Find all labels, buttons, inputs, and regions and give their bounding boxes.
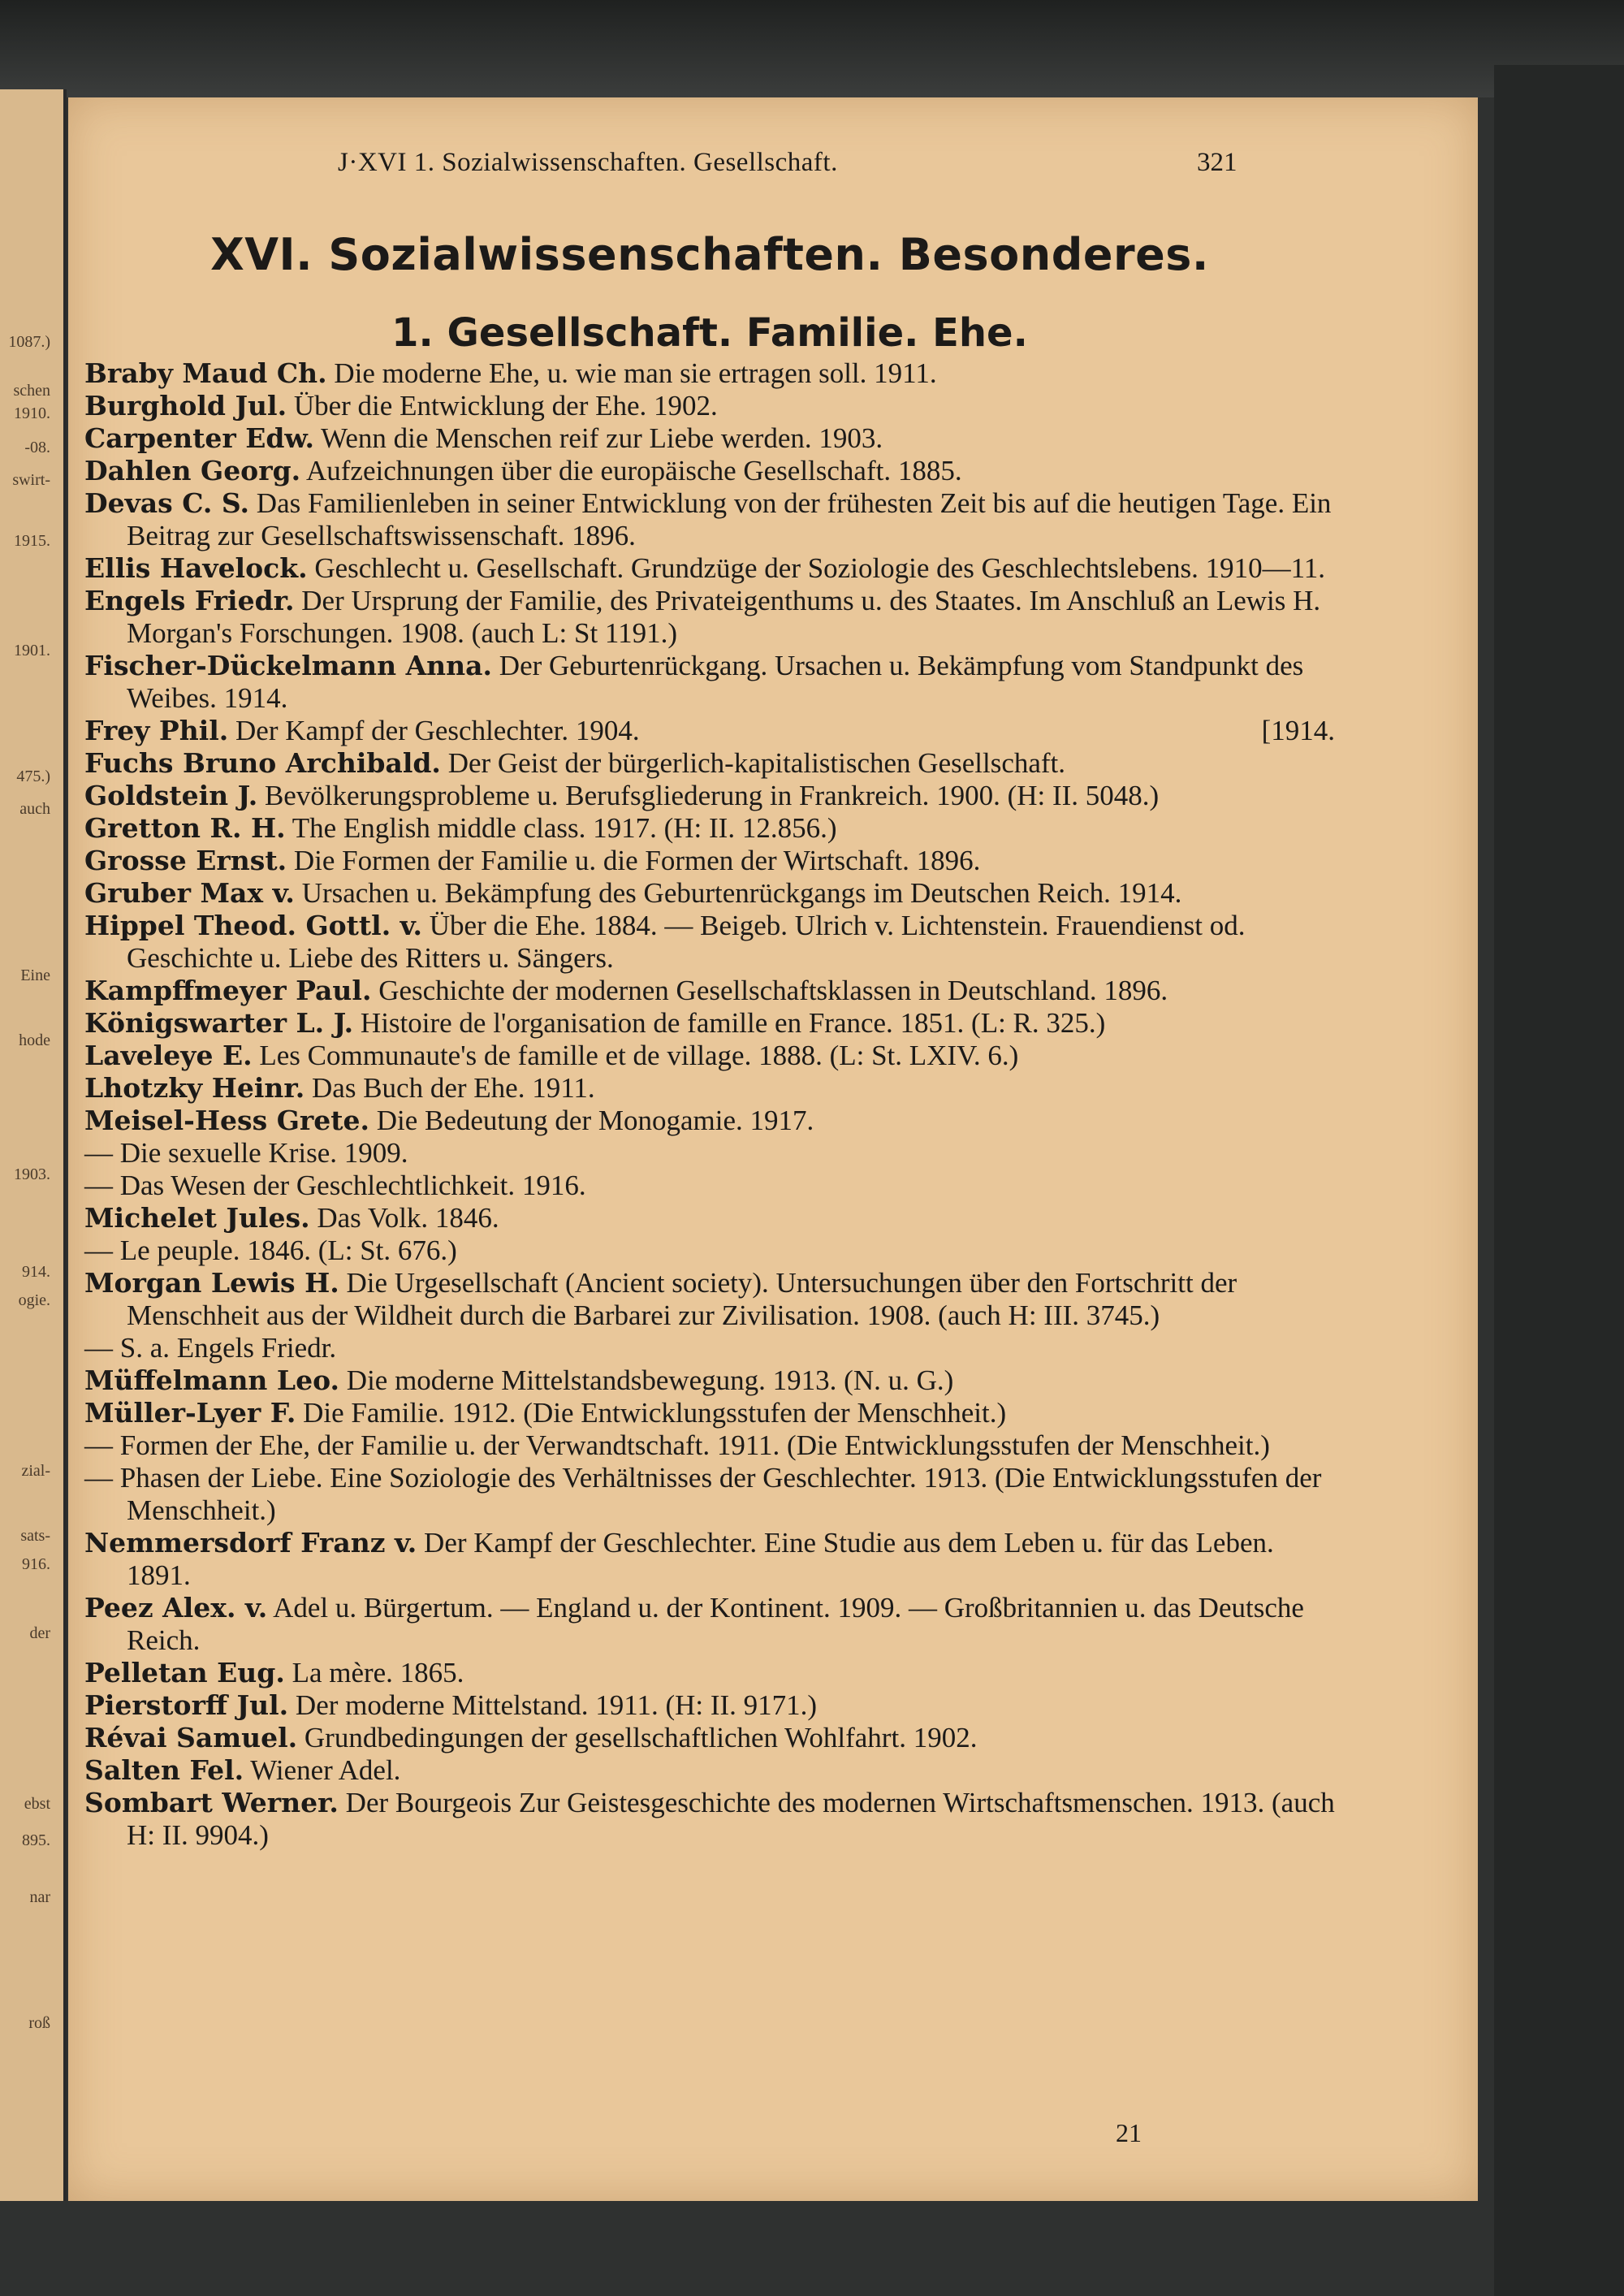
entry-text: Die moderne Mittelstandsbewegung. 1913. (N. u. G.) [339,1364,954,1396]
bibliography-entry [84,357,1335,390]
facing-page-fragment: schen [13,382,50,400]
bibliography-entry [84,552,1335,585]
bibliography-entry [84,845,1335,877]
bibliography-entry [84,1364,1335,1397]
bibliography-entry [84,585,1335,650]
entry-text: Les Communaute's de famille et de village. 1888. (L: St. LXIV. 6.) [252,1040,1019,1071]
signature-mark: 21 [1116,2118,1142,2147]
bibliography-entry [84,1332,1335,1364]
entry-text: La mère. 1865. [284,1657,464,1688]
book-cover-top [0,0,1624,97]
bibliography-entry [84,1267,1335,1332]
entry-text: Geschlecht u. Gesellschaft. Grundzüge der Soziologie des Geschlechtslebens. 1910—11. [307,552,1326,584]
entry-text: Das Buch der Ehe. 1911. [304,1072,595,1104]
facing-page-fragment: auch [19,800,50,818]
entry-text: Die Urgesellschaft (Ancient society). Untersuchungen über den Fortschritt der Menschheit aus der Wildheit durch die Barbarei zur Zivilisation. 1908. (auch H: III. 3745.) [127,1267,1237,1331]
facing-page-fragment: hode [19,1031,50,1049]
bibliography-entry [84,1072,1335,1105]
bibliography-entry [84,1137,1335,1170]
facing-page-fragment: nar [29,1888,50,1906]
entry-text: Der moderne Mittelstand. 1911. (H: II. 9171.) [288,1689,818,1721]
entry-author: Michelet Jules. [84,1202,310,1234]
entry-author: Devas C. S. [84,487,250,519]
entry-text: Der Kampf der Geschlechter. Eine Studie aus dem Leben u. für das Leben. 1891. [127,1527,1274,1591]
section-title: 1. Gesellschaft. Familie. Ehe. [391,310,1028,356]
facing-page-fragment: -08. [24,439,50,456]
bibliography-entry [84,1202,1335,1234]
facing-page-fragment: ebst [24,1795,50,1813]
entry-author: Pelletan Eug. [84,1657,285,1688]
entry-author: Lhotzky Heinr. [84,1072,305,1104]
entry-text: Der Geist der bürgerlich-kapitalistischen Gesellschaft. [440,747,1066,779]
facing-page-fragment: swirt- [12,471,50,489]
facing-page-fragment: Eine [20,966,50,984]
bibliography-entry [84,747,1335,780]
entry-text: Das Volk. 1846. [309,1202,499,1234]
bibliography-entry [84,1527,1335,1592]
running-head-title: J·XVI 1. Sozialwissenschaften. Gesellschaft. [338,148,838,177]
entry-text: Über die Entwicklung der Ehe. 1902. [287,390,718,422]
entry-text: — Formen der Ehe, der Familie u. der Verwandtschaft. 1911. (Die Entwicklungsstufen der Menschheit.) [84,1429,1270,1461]
entry-text: — Le peuple. 1846. (L: St. 676.) [84,1234,457,1266]
book-page [68,97,1478,2201]
bibliography-entry [84,975,1335,1007]
entry-author: Meisel-Hess Grete. [84,1105,369,1136]
entry-author: Grosse Ernst. [84,845,287,876]
bibliography-entry [84,715,1335,747]
bibliography-entry [84,422,1335,455]
entry-author: Révai Samuel. [84,1722,298,1753]
entry-author: Braby Maud Ch. [84,357,327,389]
entry-author: Burghold Jul. [84,390,287,422]
facing-page-fragment: 1903. [14,1165,50,1183]
entry-text: Der Kampf der Geschlechter. 1904. [228,715,640,746]
entry-author: Dahlen Georg. [84,455,301,486]
facing-page-fragment: zial- [21,1462,50,1480]
bibliography-entry [84,780,1335,812]
bibliography-entry [84,455,1335,487]
bibliography-entry [84,1462,1335,1527]
bibliography-entry [84,1787,1335,1852]
running-head [68,148,1478,184]
book-cover-right [1494,65,1624,2296]
entry-text: Bevölkerungsprobleme u. Berufsgliederung in Frankreich. 1900. (H: II. 5048.) [257,780,1160,811]
entry-author: Hippel Theod. Gottl. v. [84,910,423,941]
entry-text: — Die sexuelle Krise. 1909. [84,1137,408,1169]
entry-author: Müller-Lyer F. [84,1397,296,1429]
bibliography-entry [84,390,1335,422]
entry-author: Müffelmann Leo. [84,1364,340,1396]
entry-text: The English middle class. 1917. (H: II. 12.856.) [285,812,837,844]
bibliography-list [84,357,1335,1852]
entry-author: Morgan Lewis H. [84,1267,339,1299]
entry-author: Sombart Werner. [84,1787,339,1818]
entry-author: Gretton R. H. [84,812,286,844]
entry-author: Carpenter Edw. [84,422,315,454]
entry-text: Histoire de l'organisation de famille en France. 1851. (L: R. 325.) [353,1007,1106,1039]
entry-author: Gruber Max v. [84,877,295,909]
bibliography-entry [84,1657,1335,1689]
entry-carryover: [1914. [1261,715,1335,746]
entry-author: Fuchs Bruno Archibald. [84,747,441,779]
facing-page-fragment: sats- [20,1527,50,1545]
entry-author: Kampffmeyer Paul. [84,975,372,1006]
entry-author: Ellis Havelock. [84,552,308,584]
entry-author: Fischer-Dückelmann Anna. [84,650,493,681]
bibliography-entry [84,1689,1335,1722]
entry-author: Pierstorff Jul. [84,1689,289,1721]
facing-page-fragment: roß [28,2014,50,2032]
bibliography-entry [84,1397,1335,1429]
bibliography-entry [84,650,1335,715]
entry-text: Wiener Adel. [244,1754,401,1786]
facing-page-fragment: 916. [22,1555,50,1573]
facing-page-fragment: 1901. [14,642,50,659]
page-number: 321 [1197,148,1237,177]
bibliography-entry [84,910,1335,975]
bibliography-entry [84,877,1335,910]
entry-text: Die moderne Ehe, u. wie man sie ertragen soll. 1911. [326,357,937,389]
facing-page-fragment: der [29,1624,50,1642]
bibliography-entry [84,487,1335,552]
entry-text: — Phasen der Liebe. Eine Soziologie des Verhältnisses der Geschlechter. 1913. (Die Entwicklungsstufen der Menschheit.) [84,1462,1322,1526]
entry-text: Die Formen der Familie u. die Formen der Wirtschaft. 1896. [287,845,981,876]
entry-text: Die Bedeutung der Monogamie. 1917. [369,1105,814,1136]
facing-page-fragment: 914. [22,1263,50,1281]
bibliography-entry [84,1234,1335,1267]
entry-author: Frey Phil. [84,715,229,746]
bibliography-entry [84,1170,1335,1202]
entry-text: Adel u. Bürgertum. — England u. der Kontinent. 1909. — Großbritannien u. das Deutsche Reich. [127,1592,1304,1656]
bibliography-entry [84,1429,1335,1462]
entry-text: Über die Ehe. 1884. — Beigeb. Ulrich v. Lichtenstein. Frauendienst od. Geschichte u. Liebe des Ritters u. Sängers. [127,910,1246,974]
entry-text: Der Geburtenrückgang. Ursachen u. Bekämpfung vom Standpunkt des Weibes. 1914. [127,650,1304,714]
entry-text: Die Familie. 1912. (Die Entwicklungsstufen der Menschheit.) [296,1397,1007,1429]
facing-page-fragment: 1087.) [8,333,50,351]
entry-author: Peez Alex. v. [84,1592,268,1624]
entry-text: Geschichte der modernen Gesellschaftsklassen in Deutschland. 1896. [371,975,1168,1006]
entry-author: Nemmersdorf Franz v. [84,1527,417,1559]
entry-author: Königswarter L. J. [84,1007,354,1039]
entry-text: Der Ursprung der Familie, des Privateigenthums u. des Staates. Im Anschluß an Lewis H. Morgan's Forschungen. 1908. (auch L: St 1191.) [127,585,1321,649]
bibliography-entry [84,1105,1335,1137]
bibliography-entry [84,1754,1335,1787]
bibliography-entry [84,1722,1335,1754]
entry-author: Salten Fel. [84,1754,244,1786]
bibliography-entry [84,1007,1335,1040]
entry-text: Das Familienleben in seiner Entwicklung von der frühesten Zeit bis auf die heutigen Tage. Ein Beitrag zur Gesellschaftswissenschaft. 1896. [127,487,1332,551]
facing-page-fragment: 475.) [16,767,50,785]
entry-text: Der Bourgeois Zur Geistesgeschichte des modernen Wirtschaftsmenschen. 1913. (auch H: II. 9904.) [127,1787,1335,1851]
previous-page-edge [0,89,67,2201]
facing-page-fragment: 895. [22,1831,50,1849]
facing-page-fragment: 1915. [14,532,50,550]
entry-author: Laveleye E. [84,1040,253,1071]
chapter-title: XVI. Sozialwissenschaften. Besonderes. [210,229,1209,280]
entry-author: Engels Friedr. [84,585,295,616]
entry-text: — Das Wesen der Geschlechtlichkeit. 1916. [84,1170,586,1201]
entry-text: Aufzeichnungen über die europäische Gesellschaft. 1885. [300,455,962,486]
entry-text: Wenn die Menschen reif zur Liebe werden. 1903. [314,422,883,454]
entry-text: — S. a. Engels Friedr. [84,1332,337,1364]
entry-text: Ursachen u. Bekämpfung des Geburtenrückgangs im Deutschen Reich. 1914. [294,877,1182,909]
bibliography-entry [84,812,1335,845]
entry-author: Goldstein J. [84,780,258,811]
bibliography-entry [84,1592,1335,1657]
facing-page-fragment: ogie. [18,1291,50,1309]
facing-page-fragment: 1910. [14,404,50,422]
bibliography-entry [84,1040,1335,1072]
entry-text: Grundbedingungen der gesellschaftlichen Wohlfahrt. 1902. [297,1722,978,1753]
